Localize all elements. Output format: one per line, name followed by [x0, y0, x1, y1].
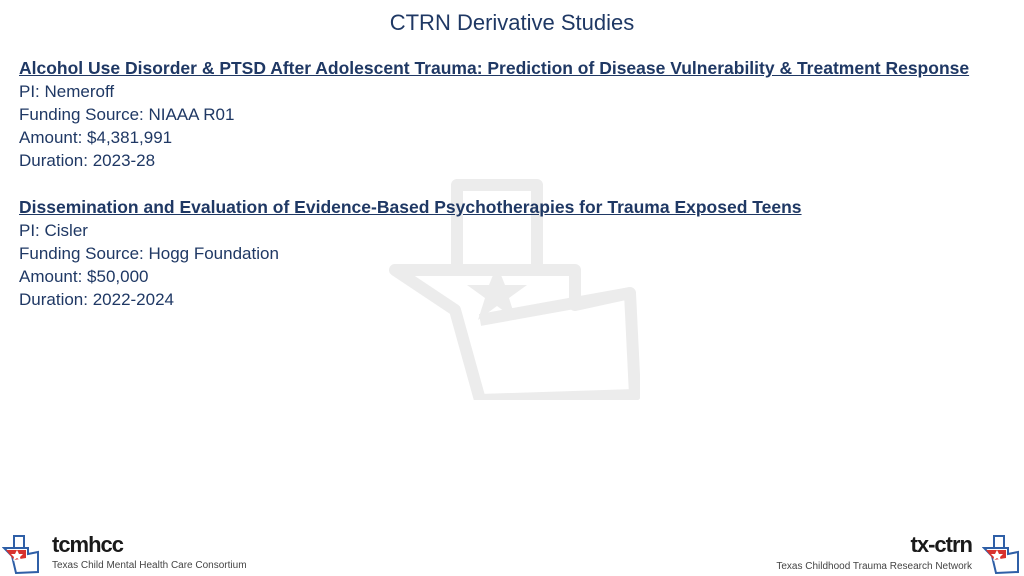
- study-title: Dissemination and Evaluation of Evidence-Based Psychotherapies for Trauma Exposed Teens: [19, 197, 802, 217]
- study-pi: PI: Cisler: [19, 221, 88, 240]
- study-pi: PI: Nemeroff: [19, 82, 115, 101]
- study-duration: Duration: 2022-2024: [19, 290, 175, 309]
- study-duration: Duration: 2023-28: [19, 151, 156, 170]
- study-amount: Amount: $4,381,991: [19, 128, 173, 147]
- study-funding: Funding Source: Hogg Foundation: [19, 244, 279, 263]
- study-block-1: [19, 57, 969, 172]
- tx-ctrn-logo: [754, 526, 1024, 576]
- tx-ctrn-logo-subtitle: Texas Childhood Trauma Research Network: [776, 561, 972, 572]
- study-block-2: [19, 196, 802, 311]
- page-title: CTRN Derivative Studies: [389, 10, 635, 35]
- study-amount: Amount: $50,000: [19, 267, 149, 286]
- tcmhcc-logo-subtitle: Texas Child Mental Health Care Consortium: [52, 560, 247, 571]
- texas-star-logo-icon: [2, 534, 40, 574]
- tx-ctrn-logo-name: tx-ctrn: [910, 532, 972, 557]
- tcmhcc-logo-name: tcmhcc: [52, 532, 124, 557]
- tcmhcc-logo: [0, 526, 247, 576]
- study-funding: Funding Source: NIAAA R01: [19, 105, 235, 124]
- texas-star-logo-icon: [982, 534, 1020, 574]
- study-title: Alcohol Use Disorder & PTSD After Adolescent Trauma: Prediction of Disease Vulnerability & Treatment Response: [19, 58, 970, 78]
